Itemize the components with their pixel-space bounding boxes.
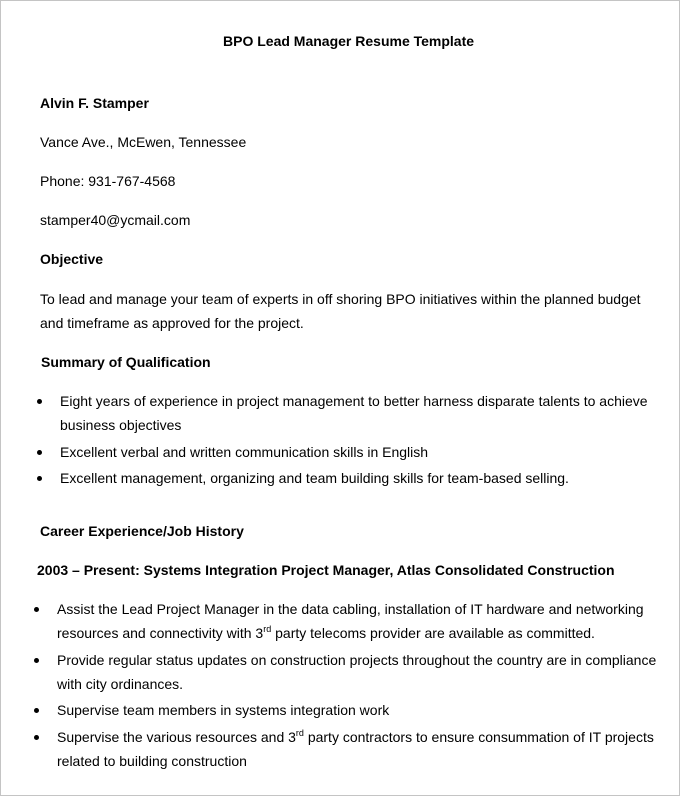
summary-item (60, 392, 648, 440)
career-heading: Career Experience/Job History (40, 523, 244, 539)
superscript: rd (263, 624, 272, 634)
job-duty-line: Assist the Lead Project Manager in the data cabling, installation of IT hardware and networking (57, 601, 644, 617)
bullet-icon (34, 708, 39, 713)
job-duty-line: related to building construction (57, 753, 247, 769)
bullet-icon (34, 658, 39, 663)
bullet-icon (37, 450, 42, 455)
bullet-icon (37, 476, 42, 481)
job-duty (57, 600, 644, 648)
job-duty (57, 728, 654, 776)
objective-text (40, 290, 641, 338)
job-duty (57, 651, 656, 699)
email: stamper40@ycmail.com (40, 212, 191, 228)
text: Supervise the various resources and 3 (57, 729, 296, 745)
summary-item: Excellent verbal and written communication skills in English (60, 444, 429, 460)
objective-line: To lead and manage your team of experts in off shoring BPO initiatives within the planned budget (40, 291, 641, 307)
job-duty-line (57, 624, 644, 648)
candidate-name: Alvin F. Stamper (40, 95, 149, 111)
job-duty: Supervise team members in systems integration work (57, 702, 390, 718)
summary-item: Excellent management, organizing and team building skills for team-based selling. (60, 470, 569, 486)
document-title: BPO Lead Manager Resume Template (223, 33, 475, 49)
text: party telecoms provider are available as committed. (271, 625, 595, 641)
text: party contractors to ensure consummation of IT projects (303, 729, 654, 745)
objective-heading: Objective (40, 251, 104, 267)
phone: Phone: 931-767-4568 (40, 173, 176, 189)
job-title: 2003 – Present: Systems Integration Project Manager, Atlas Consolidated Construction (37, 562, 615, 578)
job-duty-line: Provide regular status updates on construction projects throughout the country are in compliance (57, 652, 657, 668)
summary-item-line: business objectives (60, 417, 182, 433)
bullet-icon (37, 399, 42, 404)
bullet-icon (34, 735, 39, 740)
superscript: rd (295, 728, 304, 738)
text: resources and connectivity with 3 (57, 625, 264, 641)
bullet-icon (34, 607, 39, 612)
job-duty-line (57, 728, 654, 752)
address: Vance Ave., McEwen, Tennessee (40, 134, 247, 150)
objective-line: and timeframe as approved for the project. (40, 315, 304, 331)
summary-heading: Summary of Qualification (41, 354, 211, 370)
summary-item-line: Eight years of experience in project management to better harness disparate talents to achieve (60, 393, 648, 409)
job-duty-line: with city ordinances. (57, 676, 184, 692)
